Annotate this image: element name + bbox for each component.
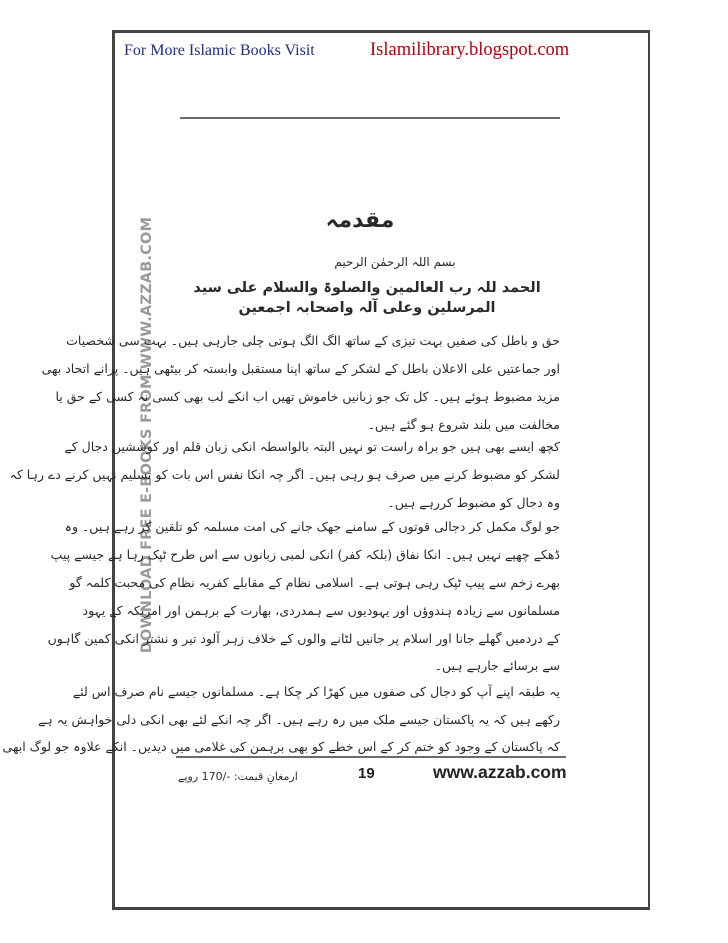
text-line: لشکر کو مضبوط کرنے میں صرف ہو رہی ہیں۔ اگر چہ انکا نفس اس بات کو تسلیم نہیں کرنے دے رہا کہ [9, 467, 560, 482]
page-title: مقدمہ [325, 208, 395, 233]
bismillah: بسم اللہ الرحمٰن الرحیم [334, 255, 456, 269]
text-line: کچھ ایسے بھی ہیں جو براہ راست تو نہیں البتہ بالواسطہ انکی زبان قلم اور کوششیں دجال کے [64, 439, 560, 454]
text-line: کے دردمیں گھلے جانا اور اسلام پر جانیں لٹانے والوں کے خلاف زہر آلود تیر و نشتر انکی کمین گاہوں [47, 631, 560, 646]
text-line: مخالفت میں بلند شروع ہو گئے ہیں۔ [367, 417, 560, 432]
text-line: سے برسائے جارہے ہیں۔ [434, 658, 560, 673]
text-line: کہ پاکستان کے وجود کو ختم کر کے اس خطے کو بھی برہمن کی غلامی میں دیدیں۔ انکے علاوہ جو لوگ ابھی [2, 739, 560, 754]
top-rule [180, 117, 560, 119]
page-number: 19 [358, 765, 375, 782]
text-line: اور جماعتیں علی الاعلان باطل کے لشکر کے ساتھ اپنا مستقبل وابستہ کر بیٹھی ہیں۔ پرانے اتحاد بھی [41, 361, 560, 376]
bottom-rule [176, 756, 566, 758]
hamd-line: الحمد للہ رب العالمین والصلوۃ والسلام علی سید المرسلین وعلی آلہ واصحابہ اجمعین [193, 280, 541, 316]
footer-website[interactable]: www.azzab.com [433, 762, 567, 782]
text-line: حق و باطل کی صفیں بہت تیزی کے ساتھ الگ الگ ہوتی چلی جارہی ہیں۔ بہت سی شخصیات [66, 333, 560, 348]
text-line: مسلمانوں سے زیادہ ہندوؤں اور یہودیوں سے ہمدردی، بھارت کے برہمن اور امریکہ کے یہود [82, 603, 560, 618]
text-line: وہ دجال کو مضبوط کررہے ہیں۔ [387, 495, 560, 510]
text-line: بھرے زخم سے پیپ ٹپک رہی ہوتی ہے۔ اسلامی نظام کے مقابلے کفریہ نظام کی محبت کلمہ گو [69, 575, 560, 590]
text-line: رکھے ہیں کہ یہ پاکستان جیسے ملک میں رہ رہے ہیں۔ اگر چہ انکے لئے بھی انکی دلی خواہش یہ ہے [38, 712, 560, 727]
watermark-text: DOWNLOAD FREE E-BOOKS FROM WWW.AZZAB.COM [139, 216, 155, 654]
text-line: یہ طبقہ اپنے آپ کو دجال کی صفوں میں کھڑا کر چکا ہے۔ مسلمانوں جیسے نام صرف اس لئے [72, 684, 560, 699]
text-line: جو لوگ مکمل کر دجالی قوتوں کے سامنے جھک جانے کی امت مسلمہ کو تلقین کر رہے ہیں۔ وہ [64, 519, 560, 534]
header-left-text: For More Islamic Books Visit [124, 42, 315, 59]
text-line: مزید مضبوط ہوئے ہیں۔ کل تک جو زبانیں خاموش تھیں اب انکے لب بھی کسی نہ کسی کے حق یا [55, 389, 560, 404]
header-link-text[interactable]: Islamilibrary.blogspot.com [370, 40, 570, 60]
footer-price: ارمغانِ قیمت: -/170 روپے [178, 770, 298, 783]
text-line: ڈھکے چھپے نہیں ہیں۔ انکا نفاق (بلکہ کفر) انکی لمبی زبانوں سے اس طرح ٹپک رہا ہے جیسے پیپ [50, 547, 560, 562]
